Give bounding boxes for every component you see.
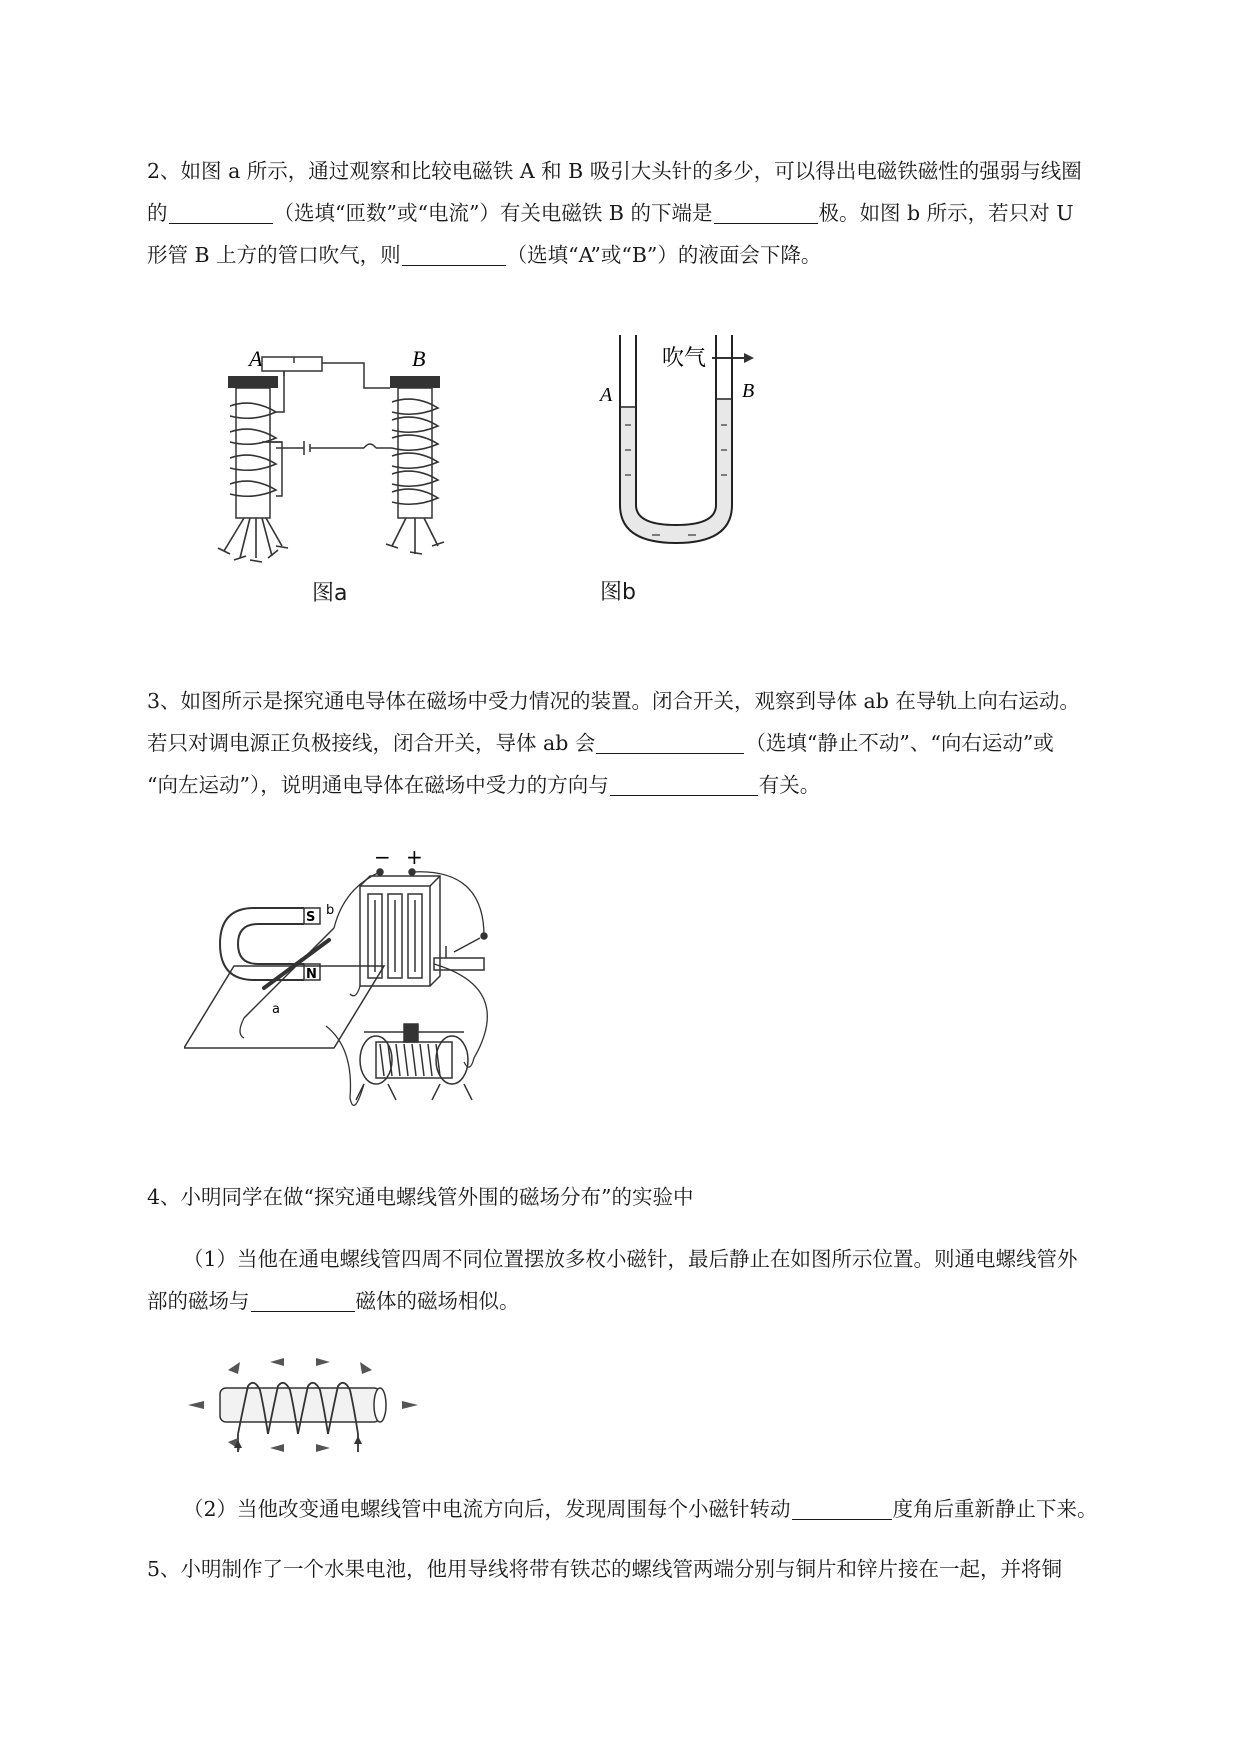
q4-part1-text-b: 部的磁场与 [147, 1289, 250, 1313]
q2-blank-3[interactable] [402, 243, 506, 266]
fig-a-label-b: B [412, 346, 426, 371]
fig-b-label-b: B [742, 380, 755, 402]
q3-line1 [147, 680, 1157, 722]
q4-title-line [147, 1176, 1157, 1218]
q3-blank-2[interactable] [610, 773, 758, 796]
q4-part2-text-a: （2）当他改变通电螺线管中电流方向后，发现周围每个小磁针转动 [183, 1497, 791, 1521]
connecting-wires [240, 872, 487, 1106]
fig-b-blow-label: 吹气 [662, 346, 707, 371]
q3-number: 3、 [147, 689, 181, 713]
q4-title: 小明同学在做“探究通电螺线管外围的磁场分布”的实验中 [180, 1185, 694, 1209]
q3-text-2b: （选填“静止不动”、“向右运动”或 [745, 731, 1054, 755]
q4-number: 4、 [147, 1185, 181, 1209]
q2-text-2c: 极。如图 b 所示，若只对 U [818, 201, 1074, 225]
blow-arrowhead [744, 353, 754, 363]
q3-line3 [147, 764, 1157, 806]
electromagnet-a-cap [228, 376, 278, 388]
fig-a-label-a: A [249, 346, 263, 371]
battery [360, 869, 440, 986]
q2-number: 2、 [147, 159, 181, 183]
figure-3-apparatus [184, 848, 564, 1128]
fig-b-label-a: A [600, 384, 613, 406]
fig-a-caption: 图a [312, 581, 348, 606]
q5-line1 [147, 1548, 1157, 1590]
figure-a-electromagnets [214, 336, 474, 616]
label-s: S [306, 910, 316, 925]
pins-a [218, 518, 288, 562]
q2-line3 [147, 234, 1157, 276]
q2-text-2a: 的 [147, 201, 168, 225]
q3-blank-1[interactable] [596, 731, 744, 754]
q2-blank-2[interactable] [714, 201, 818, 224]
solenoid-end [374, 1388, 386, 1422]
pins-b [386, 518, 444, 554]
current-arrow-right [354, 1436, 362, 1444]
q4-blank-1[interactable] [251, 1289, 355, 1312]
q2-blank-1[interactable] [169, 201, 273, 224]
q4-part2-line [183, 1488, 1193, 1530]
q3-text-1: 如图所示是探究通电导体在磁场中受力情况的装置。闭合开关，观察到导体 ab 在导轨上向右运动。 [180, 689, 1080, 713]
q5-number: 5、 [147, 1557, 181, 1581]
q3-text-3b: 有关。 [758, 773, 821, 797]
label-a: a [272, 1002, 280, 1017]
label-minus: − [374, 848, 391, 869]
q2-line2 [147, 192, 1157, 234]
q2-text-3a: 形管 B 上方的管口吹气，则 [147, 243, 401, 267]
coil-b [392, 399, 438, 504]
q2-text-2b: （选填“匝数”或“电流”）有关电磁铁 B 的下端是 [273, 201, 713, 225]
q3-text-3a: “向左运动”），说明通电导体在磁场中受力的方向与 [147, 773, 609, 797]
switch [434, 933, 487, 970]
q4-part1-text-a: （1）当他在通电螺线管四周不同位置摆放多枚小磁针，最后静止在如图所示位置。则通电螺线管外 [183, 1247, 1078, 1271]
q4-part1-line1 [183, 1238, 1193, 1280]
label-n: N [306, 967, 317, 982]
q4-part2-text-b: 度角后重新静止下来。 [892, 1497, 1098, 1521]
figure-b-u-tube [592, 335, 792, 615]
electromagnet-a-core [236, 388, 270, 518]
q4-part1-text-c: 磁体的磁场相似。 [355, 1289, 520, 1313]
electromagnet-b-cap [390, 376, 440, 388]
q4-blank-2[interactable] [792, 1497, 892, 1520]
q2-text-3b: （选填“A”或“B”）的液面会下降。 [506, 243, 822, 267]
label-b: b [326, 903, 335, 918]
q4-part1-line2 [147, 1280, 1157, 1322]
rheostat [356, 1024, 472, 1100]
q3-text-2a: 若只对调电源正负极接线，闭合开关，导体 ab 会 [147, 731, 596, 755]
fig-b-caption: 图b [600, 580, 636, 605]
magnet-inner [238, 924, 304, 964]
coil-a [230, 403, 276, 496]
label-plus: + [406, 848, 423, 869]
q2-text-1: 如图 a 所示，通过观察和比较电磁铁 A 和 B 吸引大头针的多少，可以得出电磁铁磁性的强弱与线圈 [180, 159, 1082, 183]
figure-4-solenoid [188, 1348, 418, 1458]
q2-line1 [147, 150, 1157, 192]
circuit-wires [262, 357, 392, 496]
q5-text-1: 小明制作了一个水果电池，他用导线将带有铁芯的螺线管两端分别与铜片和锌片接在一起，并将铜 [180, 1557, 1063, 1581]
q3-line2 [147, 722, 1157, 764]
